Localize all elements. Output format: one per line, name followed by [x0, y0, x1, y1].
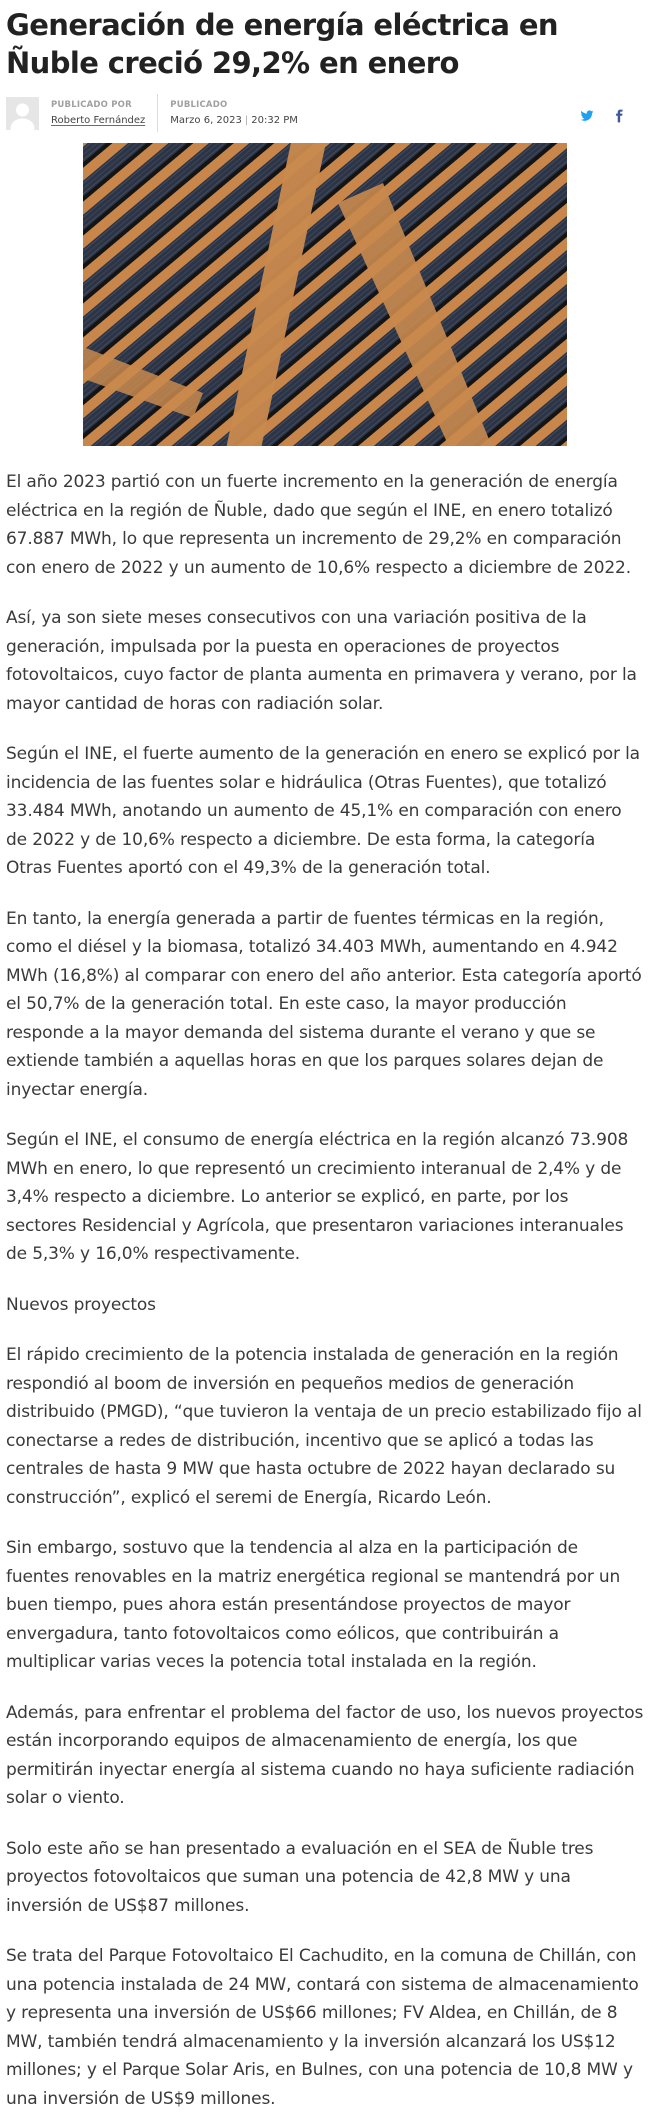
- section-subhead: Nuevos proyectos: [6, 1294, 156, 1315]
- paragraph-10: Se trata del Parque Fotovoltaico El Cachudito, en la comuna de Chillán, con una potencia instalada de 24 MW, contará con sistema de almacenamiento y representa una inversión de US$66 millones; FV Aldea, en Chillán, de 8 MW, también tendrá almacenamiento y la inversión alcanzará los US$12 millones; y el Parque Solar Aris, en Bulnes, con una potencia de 10,8 MW y una inversión de US$9 millones.: [6, 1946, 639, 2109]
- publish-time: 20:32 PM: [251, 115, 298, 126]
- publish-date: [170, 115, 298, 126]
- share-buttons: [580, 108, 626, 122]
- paragraph-1: El año 2023 partió con un fuerte incremento en la generación de energía eléctrica en la región de Ñuble, dado que según el INE, en enero totalizó 67.887 MWh, lo que representa un incremento de 29,2% en comparación con enero de 2022 y un aumento de 10,6% respecto a diciembre de 2022.: [6, 472, 631, 578]
- paragraph-4: En tanto, la energía generada a partir de fuentes térmicas en la región, como el diésel y la biomasa, totalizó 34.403 MWh, aumentando en 4.942 MWh (16,8%) al comparar con enero del año anterior. Esta categoría aportó el 50,7% de la generación total. En este caso, la mayor producción responde a la mayor demanda del sistema durante el verano y que se extiende también a aquellas horas en que los parques solares dejan de inyectar energía.: [6, 908, 642, 1100]
- facebook-icon[interactable]: [612, 108, 626, 122]
- paragraph-9: Solo este año se han presentado a evaluación en el SEA de Ñuble tres proyectos fotovoltaicos que suman una potencia de 42,8 MW y una inversión de US$87 millones.: [6, 1838, 594, 1916]
- user-avatar-icon: [6, 97, 39, 130]
- author-avatar[interactable]: [6, 97, 39, 130]
- solar-farm-photo: [83, 143, 567, 446]
- paragraph-2: Así, ya son siete meses consecutivos con una variación positiva de la generación, impulsada por la puesta en operaciones de proyectos fotovoltaicos, cuyo factor de planta aumenta en primavera y verano, por la mayor cantidad de horas con radiación solar.: [6, 608, 637, 714]
- date-block: [158, 100, 298, 126]
- paragraph-5: Según el INE, el consumo de energía eléctrica en la región alcanzó 73.908 MWh en enero, lo que representó un crecimiento interanual de 2,4% y de 3,4% respecto a diciembre. Lo anterior se explicó, en parte, por los sectores Residencial y Agrícola, que presentaron variaciones interanuales de 5,3% y 16,0% respectivamente.: [6, 1130, 629, 1264]
- paragraph-6: El rápido crecimiento de la potencia instalada de generación en la región respondió al boom de inversión en pequeños medios de generación distribuido (PMGD), “que tuvieron la ventaja de un precio estabilizado fijo al conectarse a redes de distribución, incentivo que se aplicó a todas las centrales de hasta 9 MW que hasta octubre de 2022 hayan declarado su construcción”, explicó el seremi de Energía, Ricardo León.: [6, 1345, 642, 1508]
- paragraph-8: Además, para enfrentar el problema del factor de uso, los nuevos proyectos están incorporando equipos de almacenamiento de energía, los que permitirán inyectar energía al sistema cuando no haya suficiente radiación solar o viento.: [6, 1702, 644, 1808]
- article-body: [6, 468, 644, 2113]
- author-block: [39, 100, 145, 126]
- paragraph-7: Sin embargo, sostuvo que la tendencia al alza en la participación de fuentes renovables en la matriz energética regional se mantendrá por un buen tiempo, pues ahora están presentándose proyectos de mayor envergadura, tanto fotovoltaicos como eólicos, que contribuirán a multiplicar varias veces la potencia total instalada en la región.: [6, 1538, 621, 1672]
- published-label: PUBLICADO: [170, 100, 228, 110]
- article-meta: [6, 90, 644, 136]
- author-link[interactable]: Roberto Fernández: [51, 115, 146, 126]
- paragraph-3: Según el INE, el fuerte aumento de la generación en enero se explicó por la incidencia de las fuentes solar e hidráulica (Otras Fuentes), que totalizó 33.484 MWh, anotando un aumento de 45,1% en comparación con enero de 2022 y de 10,6% respecto a diciembre. De esta forma, la categoría Otras Fuentes aportó con el 49,3% de la generación total.: [6, 744, 640, 878]
- published-by-label: PUBLICADO POR: [51, 100, 132, 110]
- article-title: Generación de energía eléctrica en Ñuble creció 29,2% en enero: [6, 8, 558, 80]
- publish-date-day: Marzo 6, 2023: [170, 115, 242, 126]
- date-separator: |: [244, 115, 249, 126]
- twitter-icon[interactable]: [580, 108, 594, 122]
